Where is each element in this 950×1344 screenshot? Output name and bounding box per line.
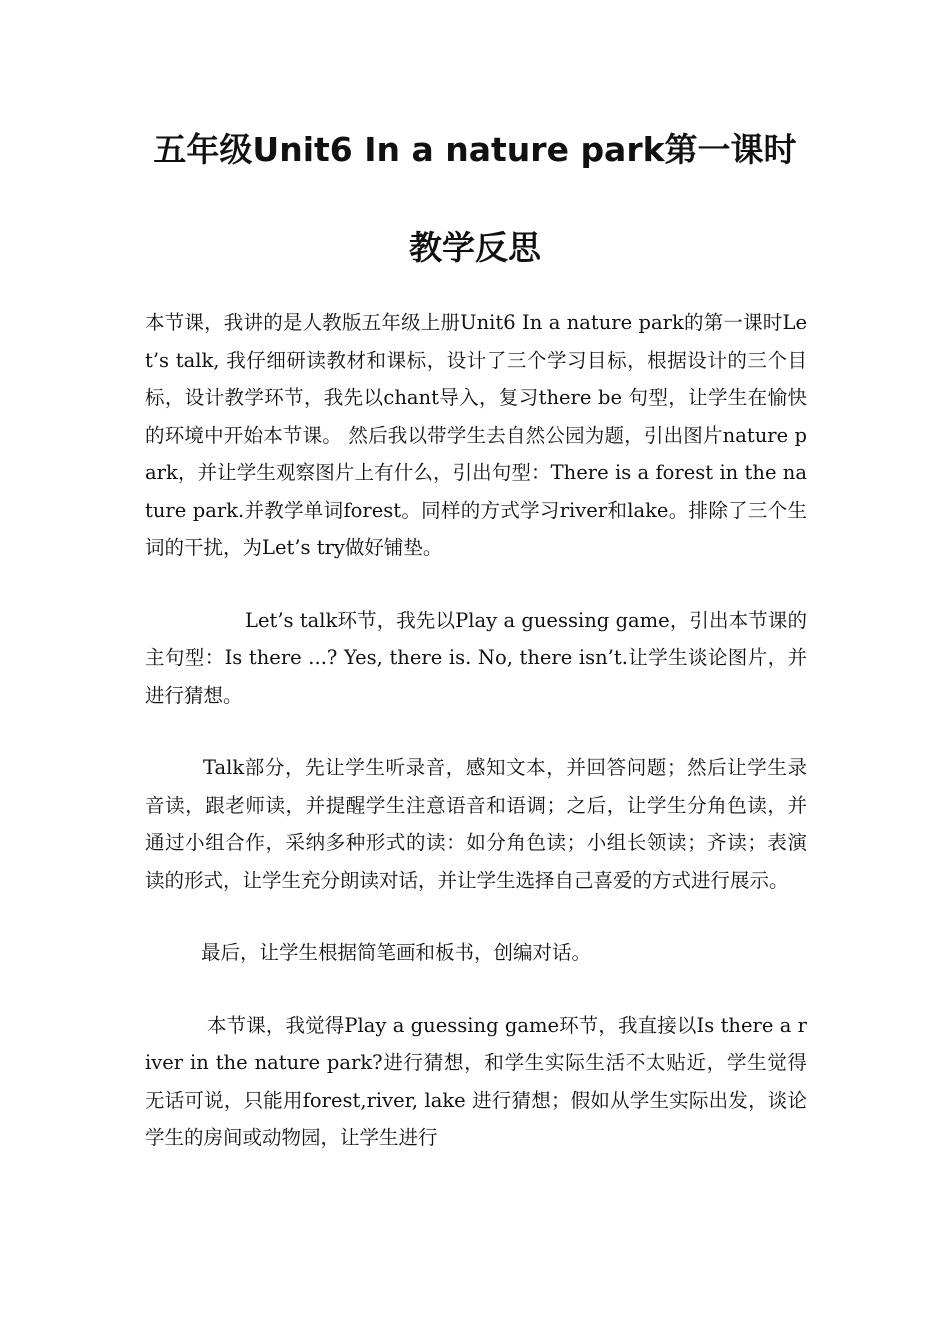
document-title-line-2: 教学反思 [409,228,541,267]
document-title-line-1: 五年级Unit6 In a nature park第一课时 [153,130,797,169]
paragraph-intro: 本节课，我讲的是人教版五年级上册Unit6 In a nature park的第一课时Let’s talk, 我仔细研读教材和课标，设计了三个学习目标，根据设计的三个目标，设计教学环节，我先以chant导入，复习there be 句型，让学生在愉快的环境中开始本节课。 然后我以带学生去自然公园为题，引出图片nature park，并让学生观察图片上有什么，引出句型：There is a forest in the nature park.并教学单词forest。同样的方式学习river和lake。排除了三个生词的干扰，为Let’s try做好铺垫。 [145,311,807,559]
paragraph-reflection: 本节课，我觉得Play a guessing game环节，我直接以Is there a river in the nature park?进行猜想，和学生实际生活不太贴近，学生觉得无话可说，只能用forest,river, lake 进行猜想；假如从学生实际出发，谈论学生的房间或动物园，让学生进行 [145,1013,807,1149]
paragraph-finally: 最后，让学生根据简笔画和板书，创编对话。 [201,941,592,964]
paragraph-talk-section: Talk部分，先让学生听录音，感知文本，并回答问题；然后让学生录音读，跟老师读，并提醒学生注意语音和语调；之后，让学生分角色读，并通过小组合作，采纳多种形式的读：如分角色读；小组长领读；齐读；表演读的形式，让学生充分朗读对话，并让学生选择自己喜爱的方式进行展示。 [145,756,807,892]
paragraph-lets-talk: Let’s talk环节，我先以Play a guessing game，引出本节课的主句型：Is there ...? Yes, there is. No, there isn’t.让学生谈论图片，并进行猜想。 [145,608,807,707]
document-body [145,304,807,1157]
